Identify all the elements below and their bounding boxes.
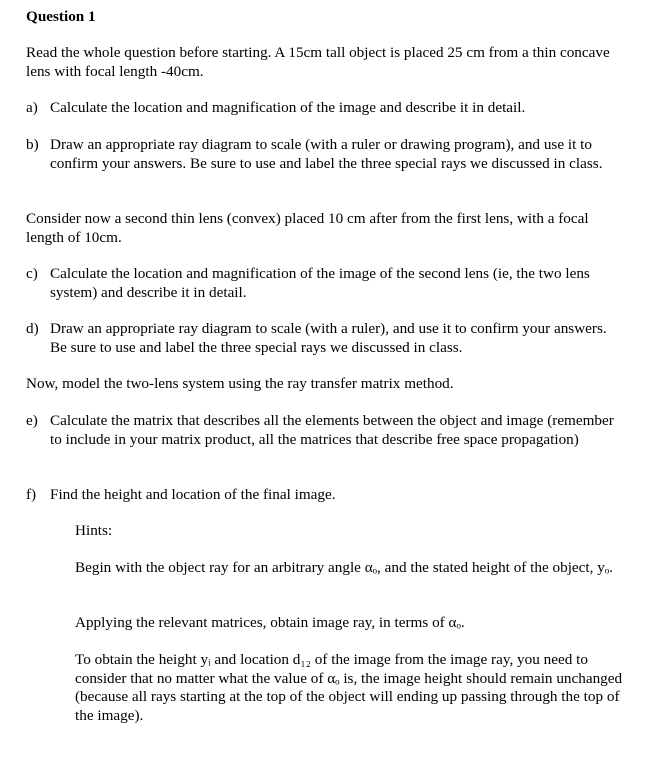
part-d-label: d) — [26, 320, 39, 337]
part-d — [26, 320, 624, 357]
part-c — [26, 265, 624, 302]
part-a-text: Calculate the location and magnification of the image and describe it in detail. — [50, 99, 526, 116]
part-f — [26, 486, 624, 505]
part-e-text: Calculate the matrix that describes all the elements between the object and image (remember to include in your matrix product, all the matrices that describe free space propagation) — [50, 412, 614, 448]
part-b — [26, 136, 624, 173]
part-e-label: e) — [26, 412, 38, 429]
part-c-text: Calculate the location and magnification of the image of the second lens (ie, the two lens system) and describe it in detail. — [50, 265, 590, 301]
part-b-text: Draw an appropriate ray diagram to scale (with a ruler or drawing program), and use it to confirm your answers. Be sure to use and label the three special rays we discussed in class. — [50, 136, 603, 172]
second-lens-paragraph: Consider now a second thin lens (convex) placed 10 cm after from the first lens, with a focal length of 10cm. — [26, 210, 589, 246]
part-e — [26, 412, 624, 449]
hint-image-ray: Applying the relevant matrices, obtain image ray, in terms of αₒ. — [75, 614, 465, 631]
question-title: Question 1 — [26, 8, 96, 25]
part-d-text: Draw an appropriate ray diagram to scale (with a ruler), and use it to confirm your answers. Be sure to use and label the three special rays we discussed in class. — [50, 320, 607, 356]
hint-image-height: To obtain the height yᵢ and location d₁₂ of the image from the image ray, you need to consider that no matter what the value of αₒ is, the image height should remain unchanged (because all rays starting at the top of the object will ending up passing through the top of the image). — [75, 651, 623, 724]
intro-paragraph: Read the whole question before starting. A 15cm tall object is placed 25 cm from a thin concave lens with focal length -40cm. — [26, 44, 610, 80]
hints-heading: Hints: — [75, 522, 113, 539]
part-b-label: b) — [26, 136, 39, 153]
part-f-text: Find the height and location of the final image. — [50, 486, 336, 503]
part-c-label: c) — [26, 265, 38, 282]
part-a — [26, 99, 624, 118]
matrix-method-paragraph: Now, model the two-lens system using the ray transfer matrix method. — [26, 375, 454, 392]
part-a-label: a) — [26, 99, 38, 116]
hint-object-ray: Begin with the object ray for an arbitrary angle αₒ, and the stated height of the object, yₒ. — [75, 559, 613, 576]
part-f-label: f) — [26, 486, 37, 503]
